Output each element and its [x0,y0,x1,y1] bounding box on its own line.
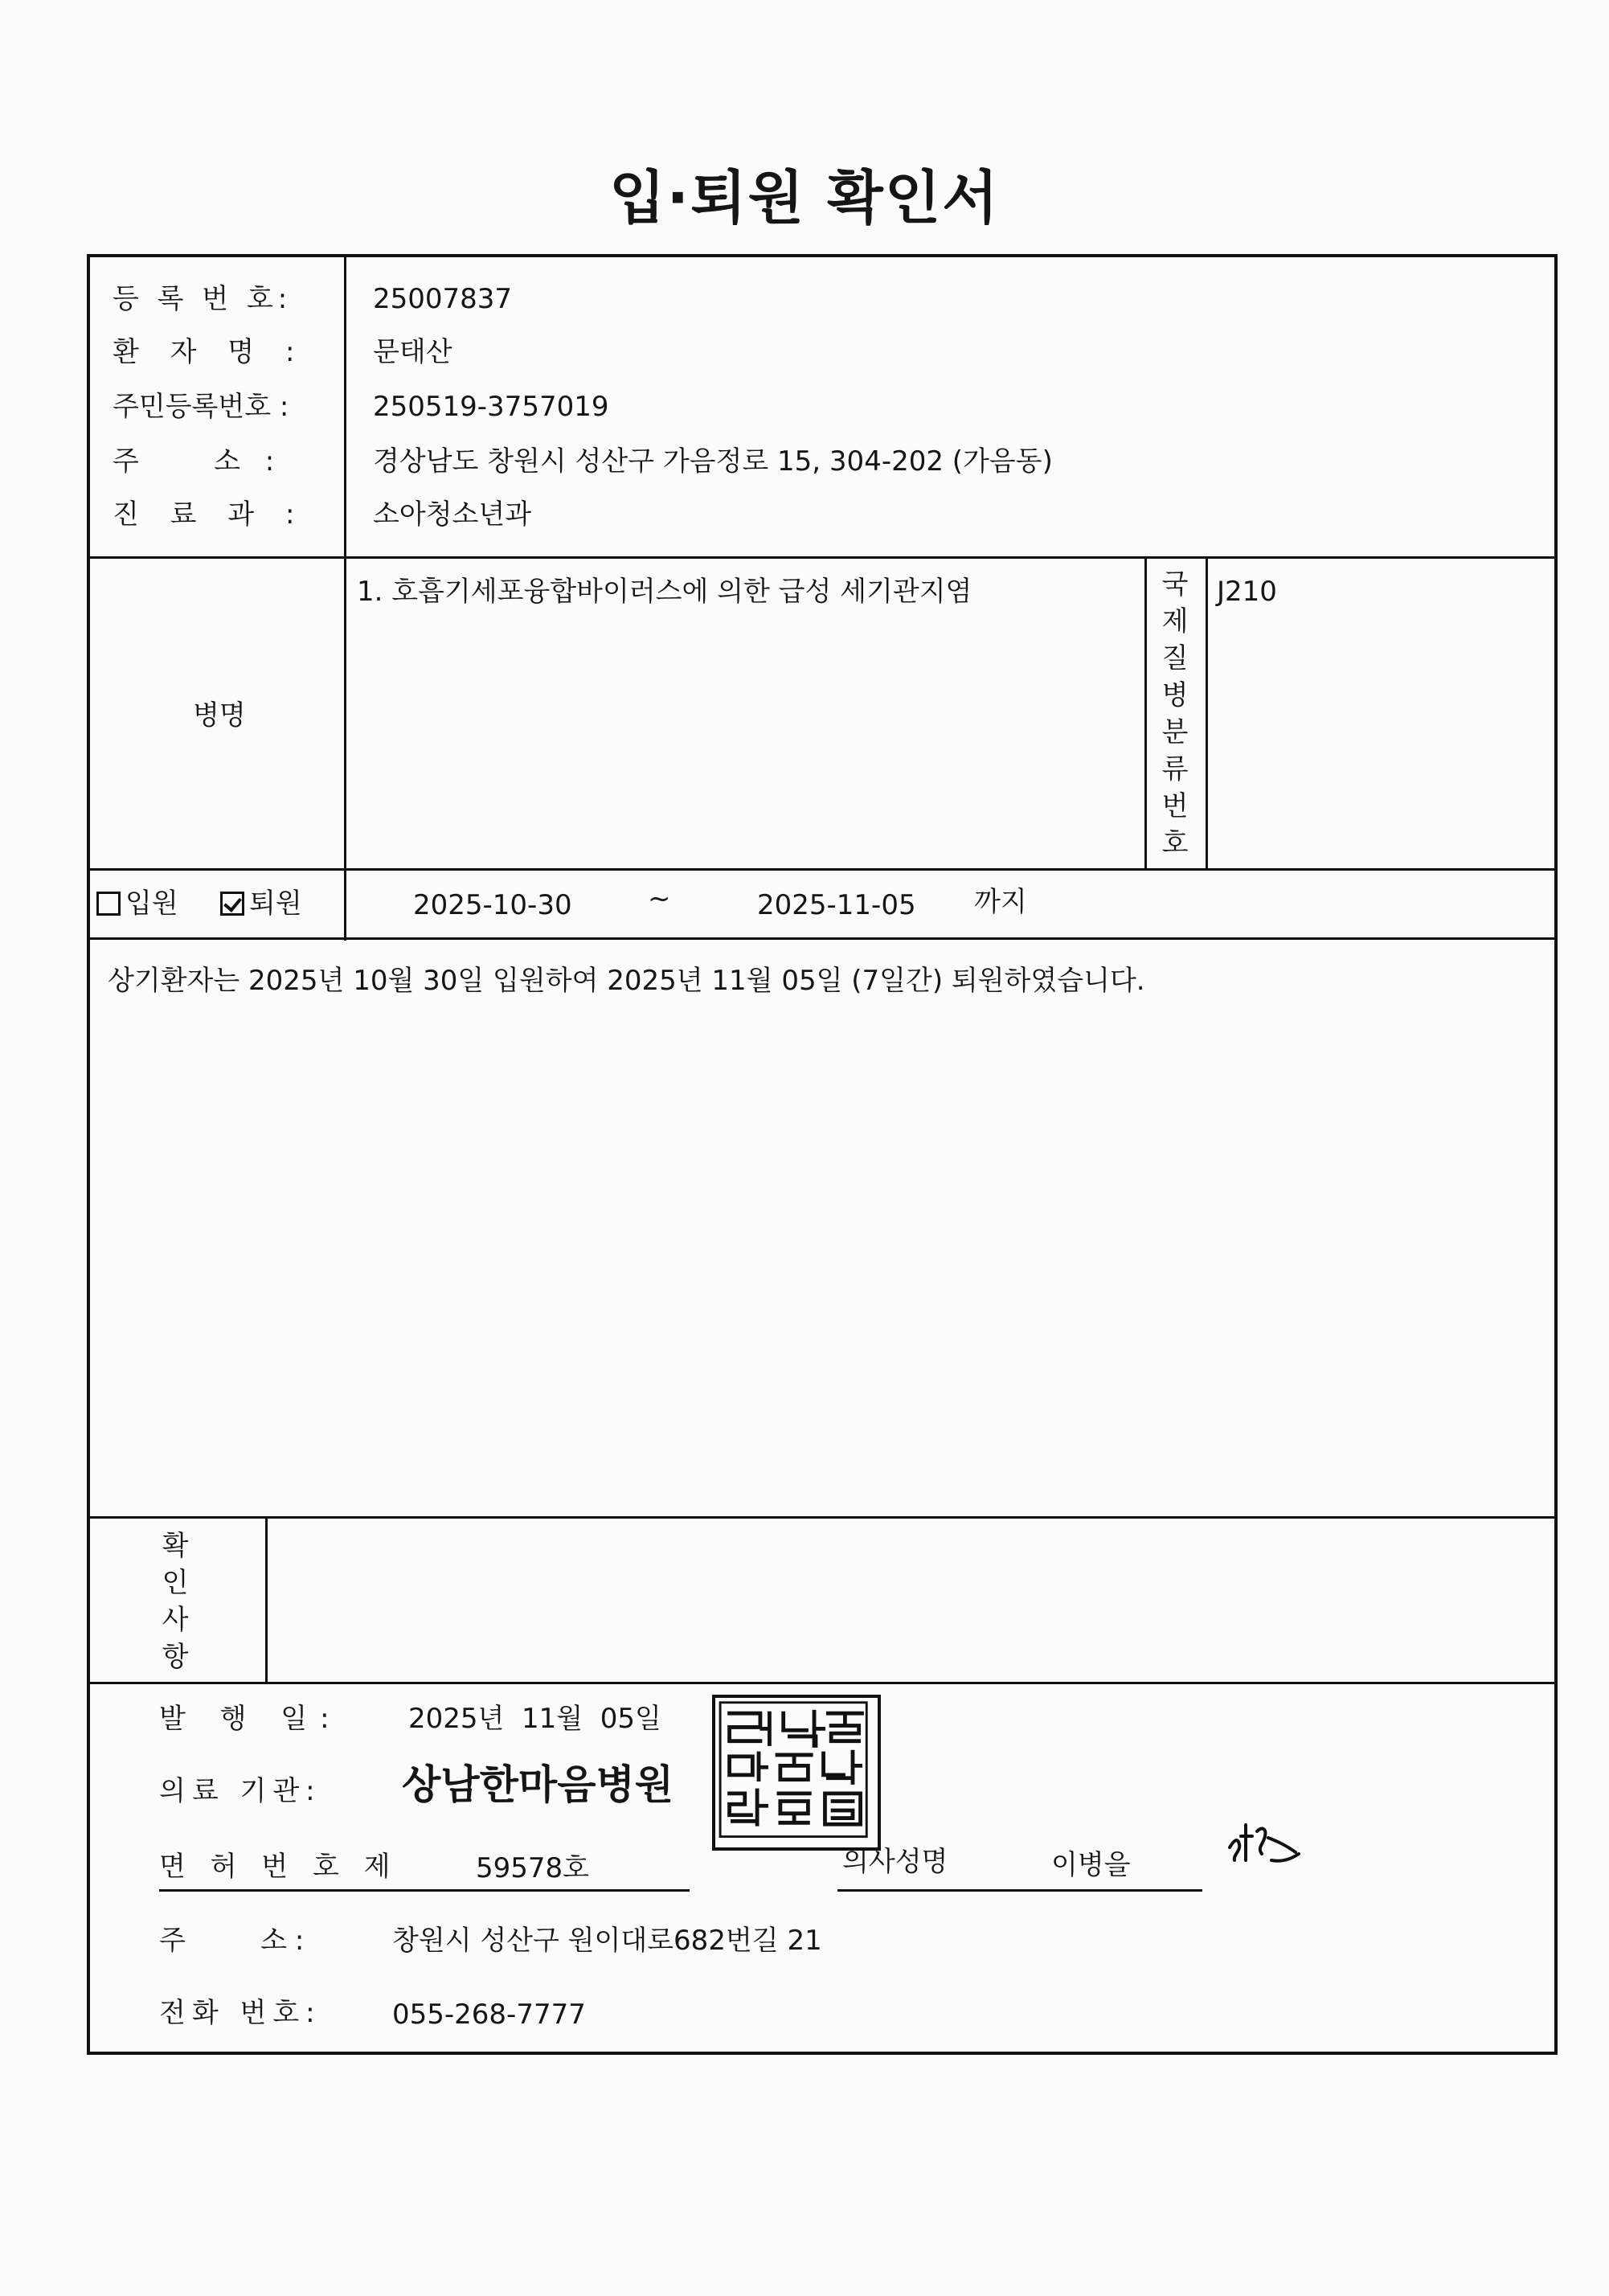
license-value: 59578호 [476,1852,590,1884]
period-tilde: ~ [648,883,671,915]
doctor-label: 의사성명 [842,1846,948,1878]
row-divider-confirm [90,1682,1554,1684]
period-end: 2025-11-05 [757,889,916,921]
col-divider-kcd-left [1144,556,1147,870]
discharge-label: 퇴원 [249,888,302,920]
row-divider-diagnosis [90,868,1554,871]
period-start: 2025-10-30 [413,889,572,921]
reg-no-value: 25007837 [373,283,513,315]
row-divider-patient [90,556,1554,559]
kcd-label: 국제질병분류번호 [1161,568,1189,859]
issue-date-value: 2025년 11월 05일 [408,1703,661,1735]
seal-graphic [715,1698,878,1847]
confirm-label: 확인사항 [162,1530,189,1673]
license-label: 면 허 번 호 제 [159,1851,399,1883]
hospital-seal [712,1695,881,1851]
dept-label: 진 료 과 : [113,498,306,531]
reg-no-label: 등 록 번 호: [113,283,293,315]
issuer-address-value: 창원시 성산구 원이대로682번길 21 [392,1925,822,1957]
issuer-address-label: 주 소: [159,1925,313,1957]
doctor-value: 이병을 [1051,1849,1131,1881]
col-divider-kcd-right [1206,556,1208,870]
diagnosis-label: 병명 [193,699,246,732]
address-label: 주 소 : [113,445,283,478]
org-value: 상남한마음병원 [402,1761,674,1808]
col-divider-confirm [265,1516,268,1683]
phone-value: 055-268-7777 [392,1999,586,2031]
col-divider-label [344,257,346,941]
diagnosis-text: 1. 호흡기세포융합바이러스에 의한 급성 세기관지염 [357,576,972,608]
doctor-signature [1222,1817,1310,1873]
rrn-value: 250519-3757019 [373,391,609,423]
patient-name-value: 문태산 [373,336,452,368]
phone-label: 전화 번호: [159,1997,321,2029]
address-value: 경상남도 창원시 성산구 가음정로 15, 304-202 (가음동) [373,445,1053,478]
patient-name-label: 환 자 명 : [113,336,306,368]
row-divider-statement [90,1516,1554,1519]
statement-text: 상기환자는 2025년 10월 30일 입원하여 2025년 11월 05일 (7일간) 퇴원하였습니다. [108,965,1145,997]
issue-date-label: 발 행 일: [159,1703,342,1735]
org-label: 의료 기관: [159,1775,321,1807]
kcd-value: J210 [1217,576,1277,608]
discharge-checkbox[interactable] [220,892,244,916]
discharge-option[interactable] [220,888,302,920]
admit-label: 입원 [125,888,178,920]
license-underline [159,1889,690,1892]
dept-value: 소아청소년과 [373,498,532,531]
document-title: 입·퇴원 확인서 [609,164,1000,232]
admit-checkbox[interactable] [96,892,121,916]
period-until: 까지 [974,886,1027,918]
row-divider-period [90,937,1554,940]
doctor-underline [837,1889,1202,1892]
admit-option[interactable] [96,888,178,920]
rrn-label: 주민등록번호 : [113,391,289,423]
